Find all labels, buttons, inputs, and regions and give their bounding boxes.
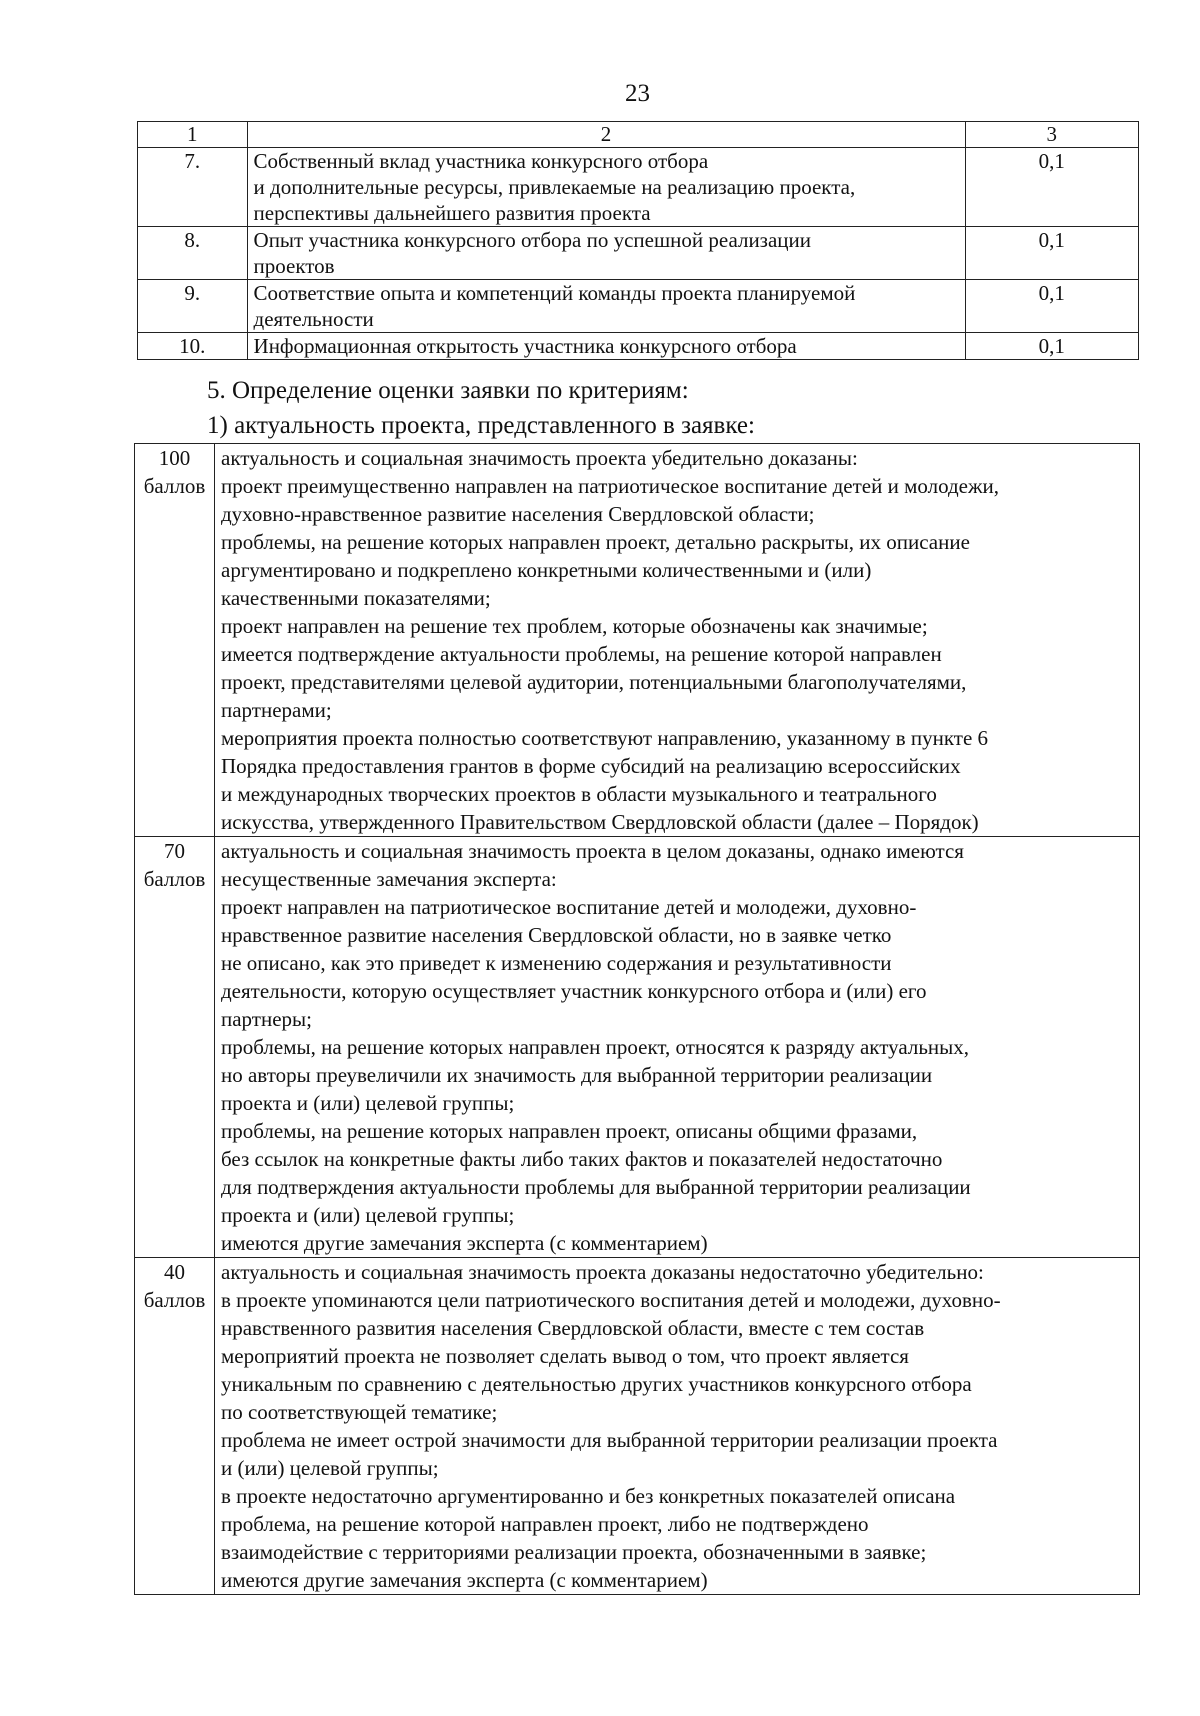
row-number: 9.	[138, 280, 248, 333]
row-number: 7.	[138, 148, 248, 227]
text-line: и (или) целевой группы;	[221, 1456, 439, 1480]
text-line: духовно-нравственное развитие населения Свердловской области;	[221, 502, 815, 526]
text-line: актуальность и социальная значимость проекта в целом доказаны, однако имеются	[221, 839, 964, 863]
table-row	[138, 148, 1139, 227]
scoring-table	[134, 443, 1140, 1595]
text-line: деятельности	[253, 307, 374, 331]
table-row	[138, 227, 1139, 280]
text-line: имеются другие замечания эксперта (с комментарием)	[221, 1231, 708, 1255]
score-unit: баллов	[143, 474, 206, 498]
row-criterion	[247, 148, 965, 227]
text-line: проблемы, на решение которых направлен проект, относятся к разряду актуальных,	[221, 1035, 969, 1059]
text-line: деятельности, которую осуществляет участник конкурсного отбора и (или) его	[221, 979, 927, 1003]
table-row	[138, 280, 1139, 333]
text-line: проектов	[253, 254, 335, 278]
row-weight: 0,1	[965, 148, 1138, 227]
text-line: нравственного развития населения Свердловской области, вместе с тем состав	[221, 1316, 925, 1340]
text-line: в проекте недостаточно аргументированно и без конкретных показателей описана	[221, 1484, 956, 1508]
text-line: взаимодействие с территориями реализации проекта, обозначенными в заявке;	[221, 1540, 927, 1564]
score-cell	[135, 837, 215, 1258]
text-line: актуальность и социальная значимость проекта убедительно доказаны:	[221, 446, 858, 470]
table-row	[135, 444, 1140, 837]
score-unit: баллов	[143, 1288, 206, 1312]
text-line: но авторы преувеличили их значимость для выбранной территории реализации	[221, 1063, 933, 1087]
score-value: 100	[158, 446, 191, 470]
row-number: 10.	[138, 333, 248, 360]
score-description	[215, 1258, 1140, 1595]
row-criterion	[247, 227, 965, 280]
text-line: Опыт участника конкурсного отбора по успешной реализации	[253, 228, 812, 252]
criteria-table	[137, 121, 1139, 360]
text-line: Порядка предоставления грантов в форме субсидий на реализацию всероссийских	[221, 754, 961, 778]
text-line: проект преимущественно направлен на патриотическое воспитание детей и молодежи,	[221, 474, 999, 498]
text-line: проекта и (или) целевой группы;	[221, 1091, 515, 1115]
section-heading: 5. Определение оценки заявки по критериям:	[207, 377, 689, 404]
text-line: Соответствие опыта и компетенций команды проекта планируемой	[253, 281, 856, 305]
text-line: аргументировано и подкреплено конкретными количественными и (или)	[221, 558, 872, 582]
score-cell	[135, 444, 215, 837]
score-unit: баллов	[143, 867, 206, 891]
page-number: 23	[625, 80, 650, 107]
text-line: имеется подтверждение актуальности проблемы, на решение которой направлен	[221, 642, 942, 666]
text-line: уникальным по сравнению с деятельностью других участников конкурсного отбора	[221, 1372, 972, 1396]
header-cell-number: 1	[138, 122, 248, 148]
text-line: Собственный вклад участника конкурсного отбора	[253, 149, 709, 173]
text-line: проблемы, на решение которых направлен проект, детально раскрыты, их описание	[221, 530, 970, 554]
header-cell-weight: 3	[965, 122, 1138, 148]
row-criterion	[247, 333, 965, 360]
text-line: качественными показателями;	[221, 586, 491, 610]
row-number: 8.	[138, 227, 248, 280]
score-value: 40	[164, 1260, 185, 1284]
text-line: нравственное развитие населения Свердловской области, но в заявке четко	[221, 923, 892, 947]
text-line: перспективы дальнейшего развития проекта	[253, 201, 651, 225]
text-line: Информационная открытость участника конкурсного отбора	[253, 334, 797, 358]
text-line: и дополнительные ресурсы, привлекаемые на реализацию проекта,	[253, 175, 856, 199]
text-line: проект направлен на решение тех проблем, которые обозначены как значимые;	[221, 614, 928, 638]
text-line: не описано, как это приведет к изменению содержания и результативности	[221, 951, 892, 975]
text-line: партнерами;	[221, 698, 332, 722]
text-line: мероприятия проекта полностью соответствуют направлению, указанному в пункте 6	[221, 726, 989, 750]
text-line: мероприятий проекта не позволяет сделать вывод о том, что проект является	[221, 1344, 909, 1368]
text-line: партнеры;	[221, 1007, 312, 1031]
table-row	[135, 1258, 1140, 1595]
text-line: имеются другие замечания эксперта (с комментарием)	[221, 1568, 708, 1592]
subsection-heading: 1) актуальность проекта, представленного в заявке:	[207, 412, 755, 439]
table-row	[135, 837, 1140, 1258]
score-description	[215, 444, 1140, 837]
row-weight: 0,1	[965, 227, 1138, 280]
score-cell	[135, 1258, 215, 1595]
text-line: для подтверждения актуальности проблемы для выбранной территории реализации	[221, 1175, 971, 1199]
text-line: актуальность и социальная значимость проекта доказаны недостаточно убедительно:	[221, 1260, 984, 1284]
row-weight: 0,1	[965, 333, 1138, 360]
text-line: без ссылок на конкретные факты либо таких фактов и показателей недостаточно	[221, 1147, 943, 1171]
text-line: проблема не имеет острой значимости для выбранной территории реализации проекта	[221, 1428, 998, 1452]
text-line: в проекте упоминаются цели патриотического воспитания детей и молодежи, духовно-	[221, 1288, 1001, 1312]
text-line: проект, представителями целевой аудитории, потенциальными благополучателями,	[221, 670, 967, 694]
criteria-table-header	[138, 122, 1139, 148]
text-line: и международных творческих проектов в области музыкального и театрального	[221, 782, 937, 806]
header-cell-criterion: 2	[247, 122, 965, 148]
row-criterion	[247, 280, 965, 333]
text-line: несущественные замечания эксперта:	[221, 867, 557, 891]
text-line: проект направлен на патриотическое воспитание детей и молодежи, духовно-	[221, 895, 917, 919]
table-row	[138, 333, 1139, 360]
text-line: искусства, утвержденного Правительством Свердловской области (далее – Порядок)	[221, 810, 979, 834]
score-value: 70	[164, 839, 185, 863]
text-line: проблемы, на решение которых направлен проект, описаны общими фразами,	[221, 1119, 918, 1143]
row-weight: 0,1	[965, 280, 1138, 333]
text-line: по соответствующей тематике;	[221, 1400, 498, 1424]
text-line: проблема, на решение которой направлен проект, либо не подтверждено	[221, 1512, 869, 1536]
text-line: проекта и (или) целевой группы;	[221, 1203, 515, 1227]
score-description	[215, 837, 1140, 1258]
